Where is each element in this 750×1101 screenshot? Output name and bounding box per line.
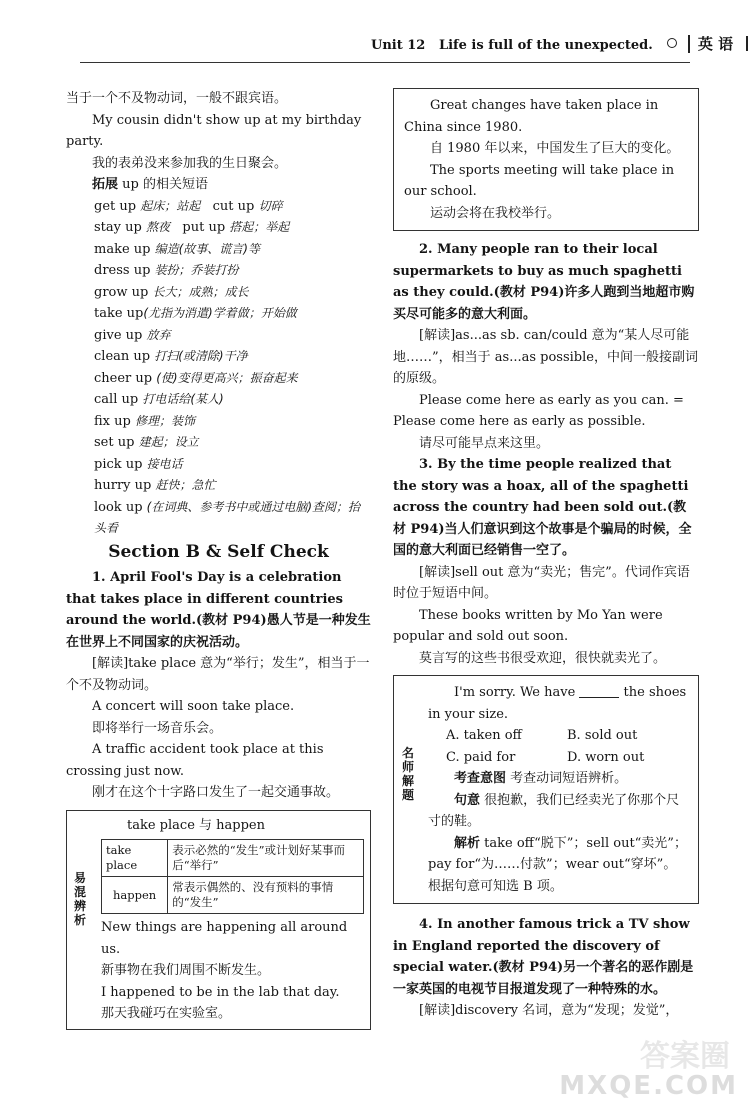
answer-blank [579,685,619,698]
option-c: C. paid for [446,749,516,765]
example-zh: 莫言写的这些书很受欢迎，很快就卖光了。 [419,650,667,666]
section-title: Section B & Self Check [108,541,329,562]
item-1: 1. April Fool's Day is a celebration that takes place in different countries around the world.(教材 P94)愚人节是一种发生在世界上不同国家的庆祝活动。 [66,570,371,650]
phrase-item: give up 放弃 [94,327,171,343]
table-cell-term: happen [102,877,168,914]
exercise-meaning: 句意 很抱歉，我们已经卖光了你那个尺寸的鞋。 [428,792,680,829]
phrase-item: hurry up 赶快；急忙 [94,478,216,493]
phrase-item: set up 建起；设立 [94,435,199,450]
phrase-item: stay up 熬夜 put up 搭起；举起 [94,220,290,235]
box-example-zh: 自 1980 年以来，中国发生了巨大的变化。 [430,141,680,156]
example-en: A concert will soon take place. [92,699,295,714]
example-en: These books written by Mo Yan were popular and sold out soon. [393,607,663,644]
phrase-item: take up(尤指为消遣)学着做；开始做 [94,306,297,321]
phrase-item: get up 起床；站起 cut up 切碎 [94,198,283,214]
exercise-options [428,725,688,768]
header-bar [746,36,748,51]
confusion-note-box [66,810,371,1030]
example-zh: 刚才在这个十字路口发生了一起交通事故。 [92,785,340,800]
right-column [393,88,699,1022]
example-en: My cousin didn't show up at my birthday party. [66,112,362,149]
example-en: Please come here as early as you can. = Please come here as early as possible. [393,392,684,429]
item-4: 4. In another famous trick a TV show in England reported the discovery of special water.(教材 P94)另一个著名的恶作剧是一家英国的电视节目报道发现了一种特殊的水。 [393,917,694,997]
circle-icon [667,38,677,48]
phrase-item: clean up 打扫(或清除)干净 [94,349,248,364]
example-en: A traffic accident took place at this crossing just now. [66,742,324,779]
phrase-item: pick up 接电话 [94,456,183,472]
exercise-analysis: 解析 take off“脱下”；sell out“卖光”；pay for“为……付款”；wear out“穿坏”。根据句意可知选 B 项。 [428,835,687,894]
intro-text: 当于一个不及物动词，一般不跟宾语。 [66,91,288,106]
table-row [102,840,364,877]
note-side-label: 易混辨析 [73,870,86,927]
phrase-item: call up 打电话给(某人) [94,392,224,407]
example-zh: 即将举行一场音乐会。 [92,720,223,736]
running-header [371,34,748,57]
example-zh: 请尽可能早点来这里。 [419,435,550,451]
phrase-item: cheer up (使)变得更高兴；振奋起来 [94,370,298,386]
unit-title: Life is full of the unexpected. [438,38,653,53]
option-d: D. worn out [567,749,645,765]
watermark-cn: 答案圈 [640,1038,730,1074]
table-cell-desc: 常表示偶然的、没有预料的事情的“发生” [168,877,364,914]
item-2: 2. Many people ran to their local supermarkets to buy as much spaghetti as they could.(教材 P94)许多人跑到当地超市购买尽可能多的意大利面。 [393,242,695,322]
left-column [66,88,371,1036]
item-3-explanation: [解读]sell out 意为“卖光；售完”。代词作宾语时位于短语中间。 [393,564,690,601]
subject-label: 英 语 [688,35,733,53]
item-1-explanation: [解读]take place 意为“举行；发生”，相当于一个不及物动词。 [66,656,370,693]
example-zh: 我的表弟没来参加我的生日聚会。 [92,155,288,171]
exercise-intent: 考查意图 考查动词短语辨析。 [454,771,628,786]
box-example-zh: 运动会将在我校举行。 [430,205,561,221]
exercise-box [393,675,699,904]
phrase-item: grow up 长大；成熟；成长 [94,284,249,300]
table-cell-term: take place [102,840,168,877]
comparison-table [101,839,364,914]
item-3: 3. By the time people realized that the story was a hoax, all of the spaghetti across the country had been sold out.(教材 P94)当人们意识到这个故事是个骗局的时候，全国的意大利面已经销售一空了。 [393,457,692,558]
extension-heading: 拓展 up 的相关短语 [92,177,208,192]
box-example-en: Great changes have taken place in China since 1980. [404,98,659,135]
exercise-side-label: 名师解题 [401,746,414,802]
watermark: MXQE.COM [559,1070,738,1101]
exercise-question: I'm sorry. We have the shoes in your size. [428,685,687,722]
table-row [102,877,364,914]
option-b: B. sold out [567,728,638,743]
note-example-zh: 新事物在我们周围不断发生。 [101,963,271,978]
note-example-zh: 那天我碰巧在实验室。 [101,1006,232,1021]
phrase-list [66,196,371,540]
item-4-explanation: [解读]discovery 名词，意为“发现；发觉”， [419,1003,679,1018]
note-example-en: New things are happening all around us. [101,920,348,957]
option-a: A. taken off [446,728,522,743]
phrase-item: make up 编造(故事、谎言)等 [94,241,260,257]
note-title: take place 与 happen [127,817,265,833]
box-example-en: The sports meeting will take place in our school. [404,162,675,199]
phrase-item: fix up 修理；装饰 [94,413,195,429]
phrase-item: dress up 装扮；乔装打扮 [94,263,239,278]
example-box [393,88,699,231]
item-2-explanation: [解读]as...as sb. can/could 意为“某人尽可能地……”，相当于 as...as possible，中间一般接副词的原级。 [393,328,698,386]
phrase-item: look up (在词典、参考书中或通过电脑)查阅；抬头看 [94,499,361,535]
table-cell-desc: 表示必然的“发生”或计划好某事而后“举行” [168,840,364,877]
unit-label: Unit 12 [371,38,426,53]
header-rule [80,62,690,63]
note-example-en: I happened to be in the lab that day. [101,984,340,1000]
